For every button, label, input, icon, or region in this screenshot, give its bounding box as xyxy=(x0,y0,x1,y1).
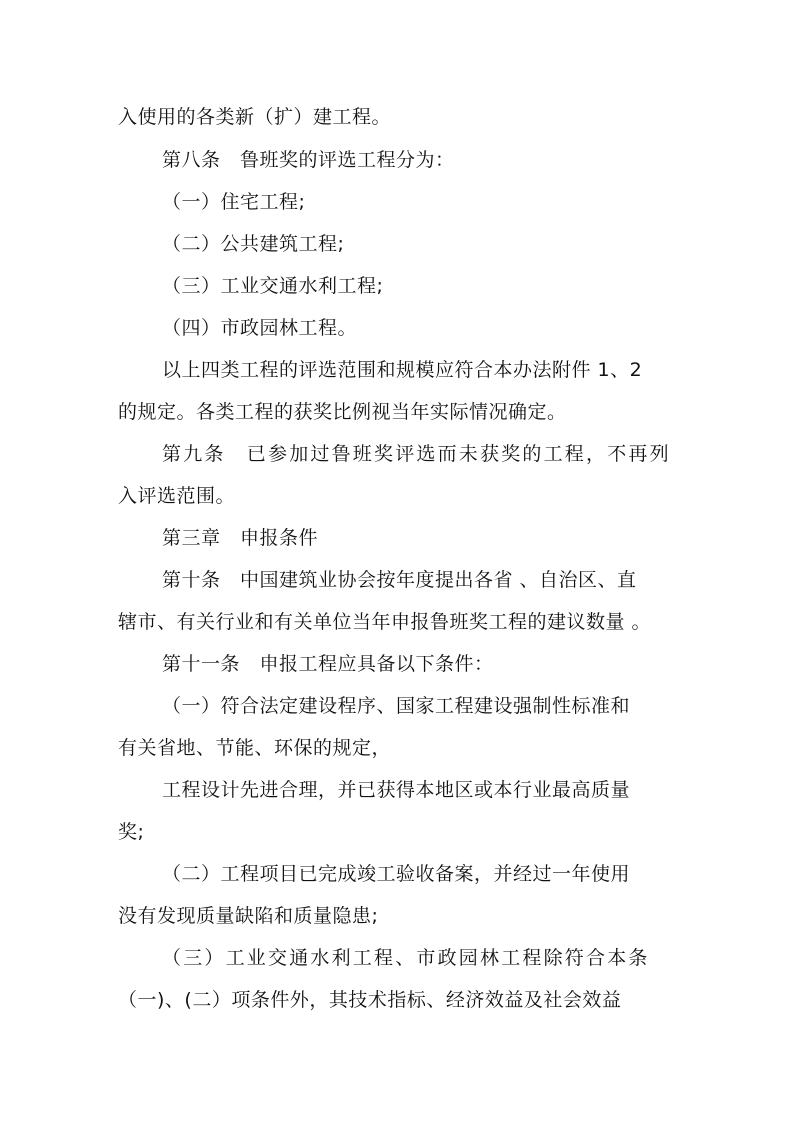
article-9-line-1: 第九条 已参加过鲁班奖评选而未获奖的工程，不再列 xyxy=(162,443,671,465)
list-item-municipal: （四）市政园林工程。 xyxy=(162,317,358,339)
condition-1-line-3: 工程设计先进合理，并已获得本地区或本行业最高质量 xyxy=(162,779,631,801)
list-item-residential: （一）住宅工程; xyxy=(162,191,306,213)
article-8-heading: 第八条 鲁班奖的评选工程分为： xyxy=(162,149,455,171)
list-item-industrial: （三）工业交通水利工程; xyxy=(162,275,384,297)
condition-1-line-2: 有关省地、节能、环保的规定， xyxy=(118,737,392,759)
condition-1-line-4: 奖; xyxy=(118,821,145,843)
condition-3-line-1: （三）工业交通水利工程、市政园林工程除符合本条 xyxy=(162,947,650,969)
paragraph-scope-line-1: 以上四类工程的评选范围和规模应符合本办法附件 1、2 xyxy=(162,359,643,381)
article-9-line-2: 入评选范围。 xyxy=(118,485,236,507)
condition-2-line-2: 没有发现质量缺陷和质量隐患; xyxy=(118,905,379,927)
list-item-public-building: （二）公共建筑工程; xyxy=(162,233,345,255)
article-11-heading: 第十一条 申报工程应具备以下条件： xyxy=(162,653,494,675)
article-10-line-1: 第十条 中国建筑业协会按年度提出各省 、自治区、直 xyxy=(162,569,637,591)
chapter-3-heading: 第三章 申报条件 xyxy=(162,527,319,549)
text-line-1: 入使用的各类新（扩）建工程。 xyxy=(118,106,392,128)
condition-1-line-1: （一）符合法定建设程序、国家工程建设强制性标准和 xyxy=(162,695,631,717)
condition-3-line-2: （一)、(二）项条件外，其技术指标、经济效益及社会效益 xyxy=(118,989,622,1011)
condition-2-line-1: （二）工程项目已完成竣工验收备案，并经过一年使用 xyxy=(162,863,631,885)
paragraph-scope-line-2: 的规定。各类工程的获奖比例视当年实际情况确定。 xyxy=(118,401,567,423)
article-10-line-2: 辖市、有关行业和有关单位当年申报鲁班奖工程的建议数量 。 xyxy=(118,611,652,633)
